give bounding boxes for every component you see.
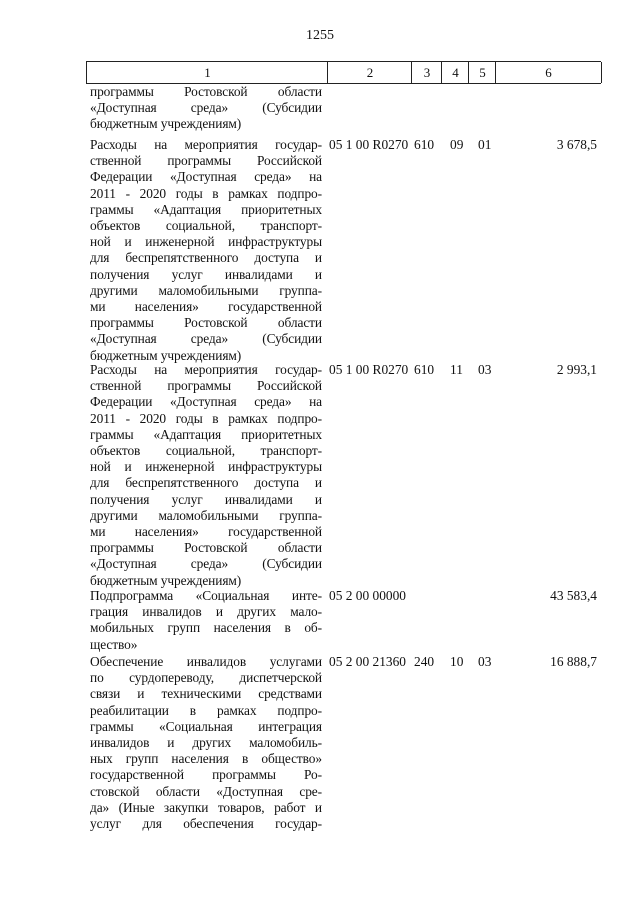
row-expense-type: 240 bbox=[414, 654, 435, 669]
desc-line: ственной программы Российской bbox=[90, 378, 322, 394]
header-col-2: 2 bbox=[327, 62, 412, 83]
desc-line: Обеспечение инвалидов услугами bbox=[90, 654, 322, 669]
desc-line: получения услуг инвалидами и bbox=[90, 491, 322, 507]
header-col-5: 5 bbox=[468, 62, 496, 83]
desc-line: щество» bbox=[90, 636, 138, 652]
row-section: 10 bbox=[450, 654, 464, 669]
desc-line: программы Ростовской области bbox=[90, 84, 322, 99]
desc-line: Федерации «Доступная среда» на bbox=[90, 394, 322, 410]
desc-line: граммы «Социальная интеграция bbox=[90, 718, 322, 734]
desc-line: граммы «Адаптация приоритетных bbox=[90, 201, 322, 217]
row-description bbox=[90, 362, 322, 589]
row-description bbox=[90, 588, 322, 653]
desc-line: ной и инженерной инфраструктуры bbox=[90, 459, 322, 475]
row-section: 11 bbox=[450, 362, 463, 377]
row-description bbox=[90, 84, 322, 133]
row-sum: 16 888,7 bbox=[550, 654, 597, 669]
desc-line: ственной программы Российской bbox=[90, 153, 322, 169]
header-col-1: 1 bbox=[86, 62, 328, 83]
desc-line: стовской области «Доступная сре- bbox=[90, 783, 322, 799]
desc-line: объектов социальной, транспорт- bbox=[90, 218, 322, 234]
desc-line: «Доступная среда» (Субсидии bbox=[90, 331, 322, 347]
desc-line: ми населения» государственной bbox=[90, 524, 322, 540]
row-expense-type: 610 bbox=[414, 137, 435, 152]
desc-line: да» (Иные закупки товаров, работ и bbox=[90, 799, 322, 815]
row-sum: 43 583,4 bbox=[550, 588, 597, 603]
desc-line: бюджетным учреждениям) bbox=[90, 572, 242, 588]
desc-line: граммы «Адаптация приоритетных bbox=[90, 426, 322, 442]
desc-line: Подпрограмма «Социальная инте- bbox=[90, 588, 322, 603]
row-sum: 2 993,1 bbox=[556, 362, 597, 377]
row-subsection: 03 bbox=[478, 654, 492, 669]
desc-line: услуг для обеспечения государ- bbox=[90, 816, 322, 832]
desc-line: государственной программы Ро- bbox=[90, 767, 322, 783]
desc-line: грация инвалидов и других мало- bbox=[90, 604, 322, 620]
desc-line: программы Ростовской области bbox=[90, 315, 322, 331]
desc-line: ми населения» государственной bbox=[90, 299, 322, 315]
desc-line: для беспрепятственного доступа и bbox=[90, 475, 322, 491]
row-sum: 3 678,5 bbox=[556, 137, 597, 152]
row-target-code: 05 2 00 21360 bbox=[329, 654, 406, 669]
page-number: 1255 bbox=[306, 28, 334, 43]
desc-line: инвалидов и других маломобиль- bbox=[90, 735, 322, 751]
row-description bbox=[90, 137, 322, 364]
desc-line: для беспрепятственного доступа и bbox=[90, 250, 322, 266]
desc-line: другими маломобильными группа- bbox=[90, 282, 322, 298]
row-section: 09 bbox=[450, 137, 464, 152]
desc-line: Федерации «Доступная среда» на bbox=[90, 169, 322, 185]
row-target-code: 05 1 00 R0270 bbox=[329, 362, 409, 377]
desc-line: бюджетным учреждениям) bbox=[90, 347, 242, 363]
desc-line: ной и инженерной инфраструктуры bbox=[90, 234, 322, 250]
header-col-3: 3 bbox=[411, 62, 442, 83]
desc-line: «Доступная среда» (Субсидии bbox=[90, 100, 322, 116]
row-target-code: 05 2 00 00000 bbox=[329, 588, 406, 603]
desc-line: ных групп населения в общество» bbox=[90, 751, 322, 767]
desc-line: связи и техническими средствами bbox=[90, 686, 322, 702]
row-subsection: 03 bbox=[478, 362, 492, 377]
desc-line: по сурдопереводу, диспетчерской bbox=[90, 670, 322, 686]
row-expense-type: 610 bbox=[414, 362, 435, 377]
desc-line: программы Ростовской области bbox=[90, 540, 322, 556]
row-subsection: 01 bbox=[478, 137, 492, 152]
header-col-4: 4 bbox=[441, 62, 469, 83]
desc-line: объектов социальной, транспорт- bbox=[90, 443, 322, 459]
table-header bbox=[86, 61, 601, 84]
header-col-6: 6 bbox=[495, 62, 602, 83]
desc-line: мобильных групп населения в об- bbox=[90, 620, 322, 636]
desc-line: Расходы на мероприятия государ- bbox=[90, 362, 322, 377]
desc-line: 2011 - 2020 годы в рамках подпро- bbox=[90, 410, 322, 426]
desc-line: «Доступная среда» (Субсидии bbox=[90, 556, 322, 572]
desc-line: Расходы на мероприятия государ- bbox=[90, 137, 322, 152]
desc-line: другими маломобильными группа- bbox=[90, 507, 322, 523]
desc-line: получения услуг инвалидами и bbox=[90, 266, 322, 282]
row-target-code: 05 1 00 R0270 bbox=[329, 137, 409, 152]
desc-line: бюджетным учреждениям) bbox=[90, 116, 242, 132]
desc-line: 2011 - 2020 годы в рамках подпро- bbox=[90, 185, 322, 201]
desc-line: реабилитации в рамках подпро- bbox=[90, 702, 322, 718]
row-description bbox=[90, 654, 322, 832]
